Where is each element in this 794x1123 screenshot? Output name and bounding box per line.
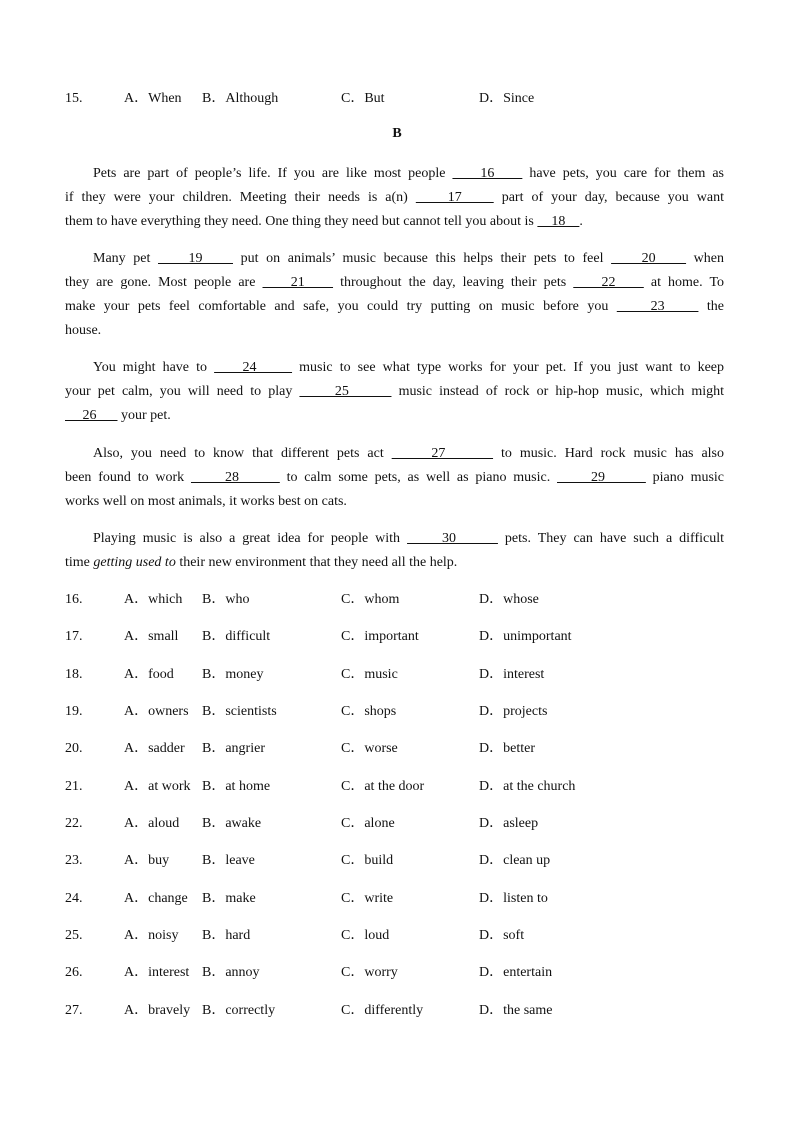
passage-line: they are gone. Most people are 21 throughout the day, leaving their pets 22 at home. To (65, 275, 725, 290)
passage-paragraph-4 (65, 442, 724, 514)
option-a: A．buy (124, 853, 170, 868)
passage-line: time getting used to their new environment that they need all the help. (65, 555, 458, 570)
passage-line: 26 your pet. (65, 408, 171, 423)
passage-line: Playing music is also a great idea for people with 30 pets. They can have such a difficult (93, 531, 725, 546)
option-a: A．noisy (124, 928, 179, 943)
option-b: B．correctly (202, 1003, 276, 1018)
option-b: B．leave (202, 853, 255, 868)
blank-18: 18 (537, 214, 580, 229)
blank-25: 25 (299, 384, 392, 399)
question-number: 23. (65, 853, 83, 868)
passage-line: them to have everything they need. One thing they need but cannot tell you about is 18 . (65, 214, 583, 229)
passage-line: been found to work 28 to calm some pets, as well as piano music. 29 piano music (65, 470, 725, 485)
option-d: D．Since (479, 91, 535, 106)
blank-26: 26 (65, 408, 118, 423)
option-c: C．worse (341, 741, 398, 756)
passage-paragraph-1 (65, 162, 724, 234)
question-number: 16. (65, 592, 83, 607)
question-number: 18. (65, 667, 83, 682)
blank-22: 22 (573, 275, 644, 290)
option-a: A．bravely (124, 1003, 191, 1018)
option-d: D．entertain (479, 965, 553, 980)
passage-line: make your pets feel comfortable and safe, you could try putting on music before you 23 the (65, 299, 724, 314)
option-a: A．sadder (124, 741, 185, 756)
passage-line: Also, you need to know that different pets act 27 to music. Hard rock music has also (93, 446, 724, 461)
option-c: C．differently (341, 1003, 424, 1018)
option-c: C．write (341, 891, 394, 906)
blank-24: 24 (214, 360, 293, 375)
passage-line: if they were your children. Meeting their needs is a(n) 17 part of your day, because you want (65, 190, 725, 205)
passage-paragraph-3 (65, 356, 724, 428)
option-a: A．owners (124, 704, 189, 719)
option-b: B．hard (202, 928, 251, 943)
option-d: D．listen to (479, 891, 548, 906)
question-number: 24. (65, 891, 83, 906)
option-b: B．awake (202, 816, 262, 831)
passage-paragraph-2 (65, 247, 724, 343)
passage-line: Many pet 19 put on animals’ music because this helps their pets to feel 20 when (93, 251, 725, 266)
option-d: D．whose (479, 592, 539, 607)
option-b: B．annoy (202, 965, 260, 980)
question-number: 21. (65, 779, 83, 794)
option-c: C．worry (341, 965, 398, 980)
passage-line: works well on most animals, it works best on cats. (65, 494, 347, 509)
question-number: 27. (65, 1003, 83, 1018)
blank-20: 20 (611, 251, 687, 266)
option-c: C．important (341, 629, 419, 644)
option-d: D．interest (479, 667, 545, 682)
passage-paragraph-5 (65, 527, 724, 575)
question-number: 17. (65, 629, 83, 644)
blank-29: 29 (557, 470, 646, 485)
option-a: A．interest (124, 965, 190, 980)
option-c: C．But (341, 91, 385, 106)
emphasized-phrase: getting used to (93, 555, 176, 570)
blank-16: 16 (452, 166, 523, 181)
section-heading: B (392, 126, 402, 141)
question-number: 25. (65, 928, 83, 943)
option-c: C．whom (341, 592, 400, 607)
question-number: 26. (65, 965, 83, 980)
option-a: A．change (124, 891, 188, 906)
question-number: 15. (65, 91, 83, 106)
option-d: D．asleep (479, 816, 539, 831)
option-b: B．difficult (202, 629, 271, 644)
passage-line: You might have to 24 music to see what type works for your pet. If you just want to keep (93, 360, 725, 375)
question-number: 22. (65, 816, 83, 831)
passage-line: house. (65, 323, 102, 338)
option-c: C．loud (341, 928, 390, 943)
option-b: B．Although (202, 91, 279, 106)
option-b: B．angrier (202, 741, 265, 756)
option-d: D．better (479, 741, 535, 756)
option-c: C．alone (341, 816, 395, 831)
option-b: B．money (202, 667, 264, 682)
blank-28: 28 (190, 470, 280, 485)
option-d: D．the same (479, 1003, 553, 1018)
option-a: A．which (124, 592, 183, 607)
option-a: A．small (124, 629, 179, 644)
option-b: B．scientists (202, 704, 277, 719)
blank-21: 21 (262, 275, 334, 290)
option-c: C．at the door (341, 779, 425, 794)
option-b: B．make (202, 891, 256, 906)
blank-27: 27 (391, 446, 494, 461)
option-c: C．build (341, 853, 394, 868)
blank-19: 19 (158, 251, 233, 266)
option-a: A．When (124, 91, 182, 106)
blank-23: 23 (616, 299, 699, 314)
option-a: A．at work (124, 779, 191, 794)
option-c: C．shops (341, 704, 397, 719)
passage-line: Pets are part of people’s life. If you are like most people 16 have pets, you care for them as (93, 166, 725, 181)
blank-30: 30 (407, 531, 498, 546)
passage-line: your pet calm, you will need to play 25 music instead of rock or hip-hop music, which might (65, 384, 724, 399)
option-d: D．projects (479, 704, 548, 719)
blank-17: 17 (415, 190, 494, 205)
question-number: 19. (65, 704, 83, 719)
option-a: A．aloud (124, 816, 180, 831)
option-b: B．who (202, 592, 250, 607)
option-a: A．food (124, 667, 174, 682)
option-d: D．unimportant (479, 629, 572, 644)
option-d: D．soft (479, 928, 525, 943)
option-b: B．at home (202, 779, 271, 794)
option-d: D．at the church (479, 779, 576, 794)
question-number: 20. (65, 741, 83, 756)
option-c: C．music (341, 667, 398, 682)
option-d: D．clean up (479, 853, 551, 868)
